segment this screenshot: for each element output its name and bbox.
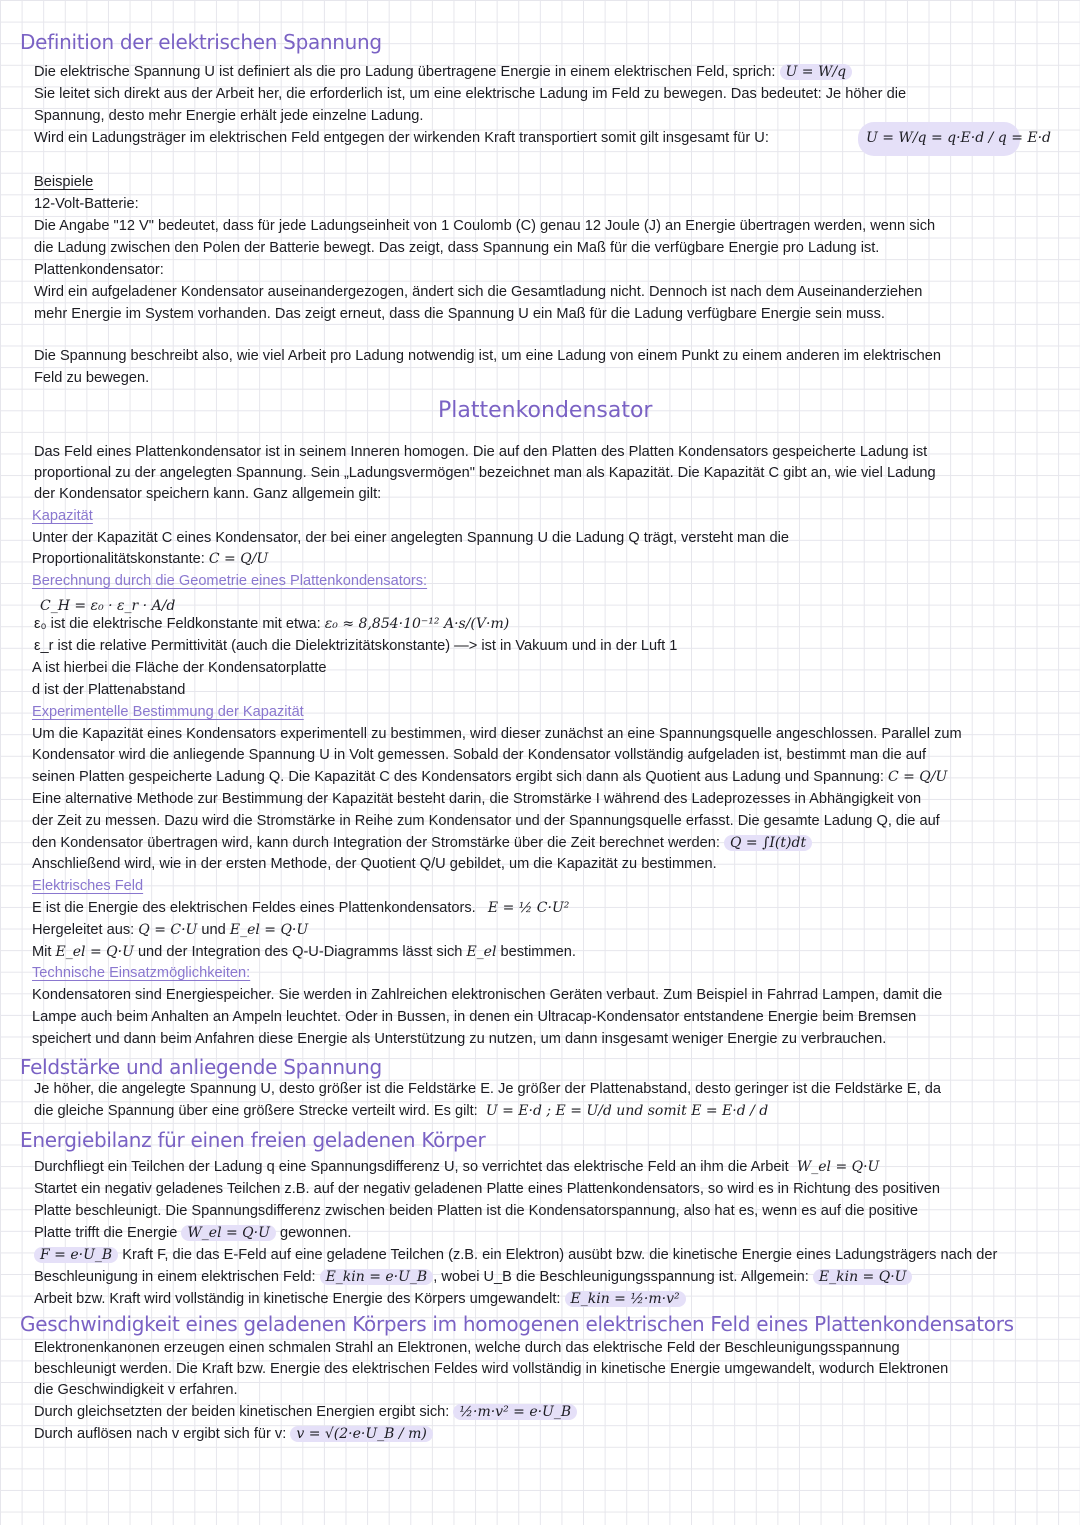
- formula: E = ½ C·U²: [487, 900, 570, 916]
- formula: Q = C·U: [138, 922, 198, 938]
- formula: E_el: [466, 944, 497, 960]
- text-line: die gleiche Spannung über eine größere Strecke verteilt wird. Es gilt: U = E·d ; E = U/d und somit E = E·d / d: [34, 1103, 769, 1119]
- text-line: Durch gleichsetzten der beiden kinetischen Energien ergibt sich: ½·m·v² = e·U_B: [34, 1402, 577, 1424]
- text-line: Sie leitet sich direkt aus der Arbeit her, die erforderlich ist, um eine elektrische Ladung im Feld zu bewegen. Das bedeutet: Je höher die: [34, 86, 907, 102]
- formula: U = W/q: [780, 64, 853, 80]
- text-line: E ist die Energie des elektrischen Feldes eines Plattenkondensators. E = ½ C·U²: [32, 900, 570, 916]
- text-line: Beschleunigung in einem elektrischen Feld: E_kin = e·U_B , wobei U_B die Beschleunigungsspannung ist. Allgemein: E_kin = Q·U: [34, 1267, 912, 1289]
- text-line: die Geschwindigkeit v erfahren.: [34, 1382, 238, 1398]
- formula: C = Q/U: [208, 551, 269, 567]
- text-line: Durch auflösen nach v ergibt sich für v: v = √(2·e·U_B / m): [34, 1424, 433, 1446]
- text-line: der Zeit zu messen. Dazu wird die Stromstärke in Reihe zum Kondensator und der Spannungsquelle erfasst. Die gesamte Ladung Q, die auf: [32, 813, 940, 829]
- text-line: Feld zu bewegen.: [34, 370, 150, 386]
- text-line: Eine alternative Methode zur Bestimmung der Kapazität besteht darin, die Stromstärke I während des Ladeprozesses in Abhängigkeit von: [32, 791, 922, 807]
- text-line: den Kondensator übertragen wird, kann durch Integration der Stromstärke über die Zeit berechnet werden: Q = ∫I(t)dt: [32, 833, 812, 855]
- formula: W_el = Q·U: [796, 1159, 880, 1175]
- formula: C = Q/U: [887, 769, 948, 785]
- text-line: beschleunigt werden. Die Kraft bzw. Energie des elektrischen Feldes wird vollständig in kinetische Energie umgewandelt, wodurch Elektronen: [34, 1361, 949, 1377]
- text-line: Anschließend wird, wie in der ersten Methode, der Quotient Q/U gebildet, um die Kapazität zu bestimmen.: [32, 856, 717, 872]
- formula: E_el = Q·U: [55, 944, 134, 960]
- formula: E_kin = Q·U: [813, 1269, 913, 1285]
- text-line: Platte trifft die Energie W_el = Q·U gewonnen.: [34, 1225, 352, 1241]
- text-line: Hergeleitet aus: Q = C·U und E_el = Q·U: [32, 922, 309, 938]
- section-title-plattenkondensator: Plattenkondensator: [438, 398, 653, 423]
- section-title-spannung: Definition der elektrischen Spannung: [20, 30, 382, 54]
- text-line: Proportionalitätskonstante: C = Q/U: [32, 551, 269, 567]
- text-line: Spannung, desto mehr Energie erhält jede einzelne Ladung.: [34, 108, 424, 124]
- text-line: proportional zu der angelegten Spannung. Sein „Ladungsvermögen" bezeichnet man als Kapazität. Die Kapazität C gibt an, wie viel Ladung: [34, 465, 936, 481]
- text-line: Kondensatoren sind Energiespeicher. Sie werden in Zahlreichen elektronischen Geräten verbaut. Zum Beispiel in Fahrrad Lampen, damit die: [32, 987, 943, 1003]
- text-line: Wird ein Ladungsträger im elektrischen Feld entgegen der wirkenden Kraft transportiert somit gilt insgesamt für U:: [34, 130, 769, 146]
- text-line: Lampe auch beim Anhalten an Ampeln leuchtet. Oder in Bussen, in denen ein Ultracap-Kondensator entstandene Energie beim Bremsen: [32, 1009, 917, 1025]
- text-line: ε_r ist die relative Permittivität (auch die Dielektrizitätskonstante) —> ist in Vakuum und in der Luft 1: [34, 638, 678, 654]
- text-line: Kondensator wird die anliegende Spannung U in Volt gemessen. Sobald der Kondensator vollständig aufgeladen ist, bestimmt man die auf: [32, 747, 927, 763]
- formula: ε₀ ≈ 8,854·10⁻¹² A·s/(V·m): [324, 616, 510, 632]
- formula: E_kin = e·U_B: [320, 1269, 434, 1285]
- text-line: Elektronenkanonen erzeugen einen schmalen Strahl an Elektronen, welche durch das elektrische Feld der Beschleunigungsspannung: [34, 1340, 900, 1356]
- text-line: ε₀ ist die elektrische Feldkonstante mit etwa: ε₀ ≈ 8,854·10⁻¹² A·s/(V·m): [34, 616, 510, 632]
- subheading-geometrie: Berechnung durch die Geometrie eines Plattenkondensators:: [32, 573, 428, 589]
- text-line: Startet ein negativ geladenes Teilchen z.B. auf der negativ geladenen Platte eines Plattenkondensators, so wird es in Richtung des positiven: [34, 1181, 940, 1197]
- formula: v = √(2·e·U_B / m): [290, 1426, 432, 1442]
- formula: E_kin = ½·m·v²: [565, 1291, 686, 1307]
- subheading-experimentell: Experimentelle Bestimmung der Kapazität: [32, 704, 304, 720]
- formula: Q = ∫I(t)dt: [724, 835, 812, 851]
- text-line: Das Feld eines Plattenkondensator ist in seinem Inneren homogen. Die auf den Platten des Platten Kondensators gespeicherte Ladung ist: [34, 444, 928, 460]
- text-line: seinen Platten gespeicherte Ladung Q. Die Kapazität C des Kondensators ergibt sich dann als Quotient aus Ladung und Spannung: C = Q/U: [32, 769, 948, 785]
- text-line: Platte beschleunigt. Die Spannungsdifferenz zwischen beiden Platten ist die Kondensatorspannung, also hat es, wenn es auf die positive: [34, 1203, 919, 1219]
- formula: U = W/q = q·E·d / q = E·d: [866, 130, 1052, 146]
- formula: C_H = ε₀ · ε_r · A/d: [40, 598, 176, 614]
- text-line: d ist der Plattenabstand: [32, 682, 186, 698]
- text-line: Wird ein aufgeladener Kondensator auseinandergezogen, ändert sich die Gesamtladung nicht. Dennoch ist nach dem Auseinanderziehen: [34, 284, 923, 300]
- section-title-feldstaerke: Feldstärke und anliegende Spannung: [20, 1055, 382, 1079]
- text-line: die Ladung zwischen den Polen der Batterie bewegt. Das zeigt, dass Spannung ein Maß für die verfügbare Energie pro Ladung ist.: [34, 240, 880, 256]
- example-title: 12-Volt-Batterie:: [34, 196, 139, 212]
- subheading-elektrisches-feld: Elektrisches Feld: [32, 878, 144, 894]
- text-line: der Kondensator speichern kann. Ganz allgemein gilt:: [34, 486, 382, 502]
- formula: W_el = Q·U: [181, 1225, 276, 1241]
- text-line: Unter der Kapazität C eines Kondensator, der bei einer angelegten Spannung U die Ladung Q trägt, versteht man die: [32, 530, 789, 546]
- formula: U = E·d ; E = U/d und somit E = E·d / d: [485, 1103, 769, 1119]
- text-line: speichert und dann beim Anfahren diese Energie als Unterstützung zu nutzen, um dann insgesamt weniger Energie zu verbrauchen.: [32, 1031, 887, 1047]
- example-title: Plattenkondensator:: [34, 262, 164, 278]
- text-line: Arbeit bzw. Kraft wird vollständig in kinetische Energie des Körpers umgewandelt: E_kin = ½·m·v²: [34, 1289, 686, 1311]
- section-title-geschwindigkeit: Geschwindigkeit eines geladenen Körpers im homogenen elektrischen Feld eines Plattenkondensators: [20, 1312, 1014, 1336]
- formula: ½·m·v² = e·U_B: [453, 1404, 577, 1420]
- subheading-kapazitaet: Kapazität: [32, 508, 93, 524]
- formula: F = e·U_B: [34, 1247, 118, 1263]
- text-line: Die Angabe "12 V" bedeutet, dass für jede Ladungseinheit von 1 Coulomb (C) genau 12 Joule (J) an Energie übertragen werden, wenn sich: [34, 218, 936, 234]
- text-line: Um die Kapazität eines Kondensators experimentell zu bestimmen, wird dieser zunächst an eine Spannungsquelle angeschlossen. Parallel zum: [32, 726, 962, 742]
- subheading-technisch: Technische Einsatzmöglichkeiten:: [32, 965, 251, 981]
- section-title-energiebilanz: Energiebilanz für einen freien geladenen Körper: [20, 1128, 486, 1152]
- text-line: F = e·U_B Kraft F, die das E-Feld auf eine geladene Teilchen (z.B. ein Elektron) ausübt bzw. die kinetische Energie eines Ladungsträgers nach der: [34, 1245, 997, 1267]
- text-line: Je höher, die angelegte Spannung U, desto größer ist die Feldstärke E. Je größer der Plattenabstand, desto geringer ist die Feldstärke E, da: [34, 1081, 941, 1097]
- text-line: Die Spannung beschreibt also, wie viel Arbeit pro Ladung notwendig ist, um eine Ladung von einem Punkt zu einem anderen im elektrischen: [34, 348, 941, 364]
- text-line: Die elektrische Spannung U ist definiert als die pro Ladung übertragene Energie in einem elektrischen Feld, sprich: U = W/q: [34, 62, 852, 84]
- text-line: A ist hierbei die Fläche der Kondensatorplatte: [32, 660, 327, 676]
- text-line: mehr Energie im System vorhanden. Das zeigt erneut, dass die Spannung U ein Maß für die Ladung verfügbare Energie sein muss.: [34, 306, 885, 322]
- formula: E_el = Q·U: [229, 922, 309, 938]
- text-line: Durchfliegt ein Teilchen der Ladung q eine Spannungsdifferenz U, so verrichtet das elektrische Feld an ihm die Arbeit W_el = Q·U: [34, 1159, 880, 1175]
- text-line: Mit E_el = Q·U und der Integration des Q-U-Diagramms lässt sich E_el bestimmen.: [32, 944, 576, 960]
- examples-heading: Beispiele: [34, 174, 94, 190]
